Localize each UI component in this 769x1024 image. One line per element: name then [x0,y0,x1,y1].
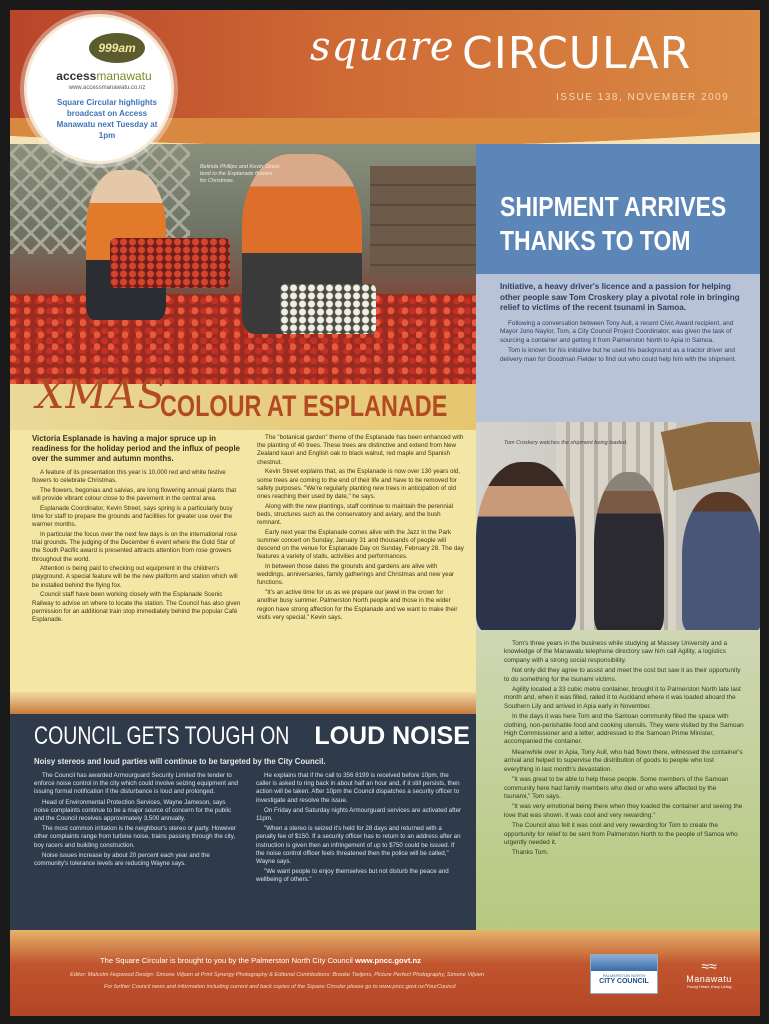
noise-paragraph: The most common irritation is the neighbour's stereo or party. However other complaints range from turbine noise, trains passing through the city, boy racers and building construction. [34,825,236,849]
shipment-paragraph: Not only did they agree to assist and meet the cost but saw it as their opportunity to do something for the tsunami victims. [504,667,741,683]
footer-credits: Editor: Malcolm Hopwood Design: Simone Viljoen at Print Synergy Photography & Editorial Contributions: Brooke Tietjens, Picture Perfect Photography, Simone Viljoen [70,972,485,978]
manawatu-tag: Young Heart, Easy Living [686,984,732,989]
shipment-continued [476,630,760,930]
manawatu-name: Manawatu [686,974,732,984]
badge-brand [49,69,159,83]
footer-main [100,956,580,965]
title-main: CIRCULAR [462,28,692,79]
wall [370,166,476,276]
photo-caption: Belinda Phillips and Kevin Street tend to the Esplanade flowers for Christmas. [200,164,280,184]
article-column [257,434,466,692]
shipment-paragraph: "It was great to be able to help these people. Some members of the Samoan community here had family members who died or who were affected by the tsunami," Tom says. [504,776,729,800]
xmas-paragraph: Esplanade Coordinator, Kevin Street, says spring is a particularly busy time for staff to prepare the grounds and facilities for greater use over the warmer months. [32,504,233,529]
esplanade-photo [10,144,476,384]
article-column [34,772,240,887]
noise-paragraph: On Friday and Saturday nights Armourguard services are activated after 11pm. [256,806,462,823]
noise-paragraph: The Council has awarded Armourguard Security Limited the tender to enforce noise control in the city which could involve seizing equipment and issuing formal notification if the disturbance is loud and prolonged. [34,772,238,796]
photo-caption: Tom Croskery watches the shipment being loaded. [504,440,628,446]
xmas-paragraph: Council staff have been working closely with the Esplanade Scenic Railway to advise on where to locate the station. The Council has also given permission for an additional train stop immediately behind the popular Café Esplanade. [32,591,241,623]
pncc-logo-big: CITY COUNCIL [599,978,649,985]
noise-title-bold: LOUD NOISE [314,722,470,750]
xmas-paragraph: "It's an active time for us as we prepare our jewel in the crown for another busy summer. Palmerston North people and those in the wider region have strong affection for the Esplanade and we want to make their visits very special," Kevin says. [257,589,458,621]
shipment-lead: Initiative, a heavy driver's licence and a passion for helping other people saw Tom Croskery play a pivotal role in bringing relief to victims of the recent tsunami in Samoa. [500,282,740,312]
xmas-header [10,372,476,430]
footer-url[interactable]: www.pncc.govt.nz [354,956,421,965]
noise-columns [34,772,462,887]
xmas-paragraph: Attention is being paid to checking out equipment in the children's playground. A special feature will be the new platform and station which will be installed behind the flying fox. [32,565,238,589]
shipment-header [476,144,760,274]
pncc-logo-small: PALMERSTON NORTH [602,973,646,978]
flower-tray-white [280,284,376,334]
shipment-photo [476,422,760,630]
person-tom [476,462,576,630]
shipment-paragraph: Agility located a 33 cubic metre container, brought it to Palmerston North late last month and, when it was filled, railed it to Auckland where it was loaded aboard the Southern Lily and arrived in Apia early in November. [504,686,741,710]
title-script: square [310,24,455,70]
newsletter-page [10,10,760,1016]
xmas-paragraph: In particular the focus over the next few days is on the international rose trial grounds. The judging of the December 6 event where the Gold Star of the South Pacific award is presented attracts attention from rose growers throughout the world. [32,530,238,563]
xmas-main-title: COLOUR AT ESPLANADE [160,390,448,423]
noise-article [10,714,476,930]
badge-brand-b: manawatu [96,69,152,83]
xmas-paragraph: Kevin Street explains that, as the Esplanade is now over 130 years old, some trees are coming to the end of their life and have to be removed for safety purposes. "We're regularly planting new trees in anticipation of old ones reaching their used by date," he says. [257,468,461,500]
person-loader [682,492,760,630]
shipment-paragraph: Tom is known for his initiative but he used his background as a tractor driver and delivery man for Goodman Fielder to find out who could help him with the shipment. [500,347,737,363]
shipment-paragraph: Following a conversation between Tony Aull, a recent Civic Award recipient, and Mayor Jono Naylor, Tom, a City Council Project Coordinator, was given the task of sourcing a container and getting it from Palmerston North to Apia in Samoa. [500,319,734,344]
access-manawatu-badge [24,14,174,164]
pncc-logo [590,954,658,994]
badge-brand-a: access [56,69,97,83]
person-loader [594,472,664,630]
footer-main-text: The Square Circular is brought to you by the Palmerston North City Council [100,956,353,965]
badge-text: Square Circular highlights broadcast on Access Manawatu next Tuesday at 1pm [56,98,158,140]
badge-url: www.accessmanawatu.co.nz [68,85,146,91]
article-column [32,434,241,692]
noise-paragraph: Noise issues increase by about 20 percent each year and the community's tolerance levels are reducing Wayne says. [34,851,210,868]
manawatu-mark-icon: ≈≈ [701,958,717,974]
shipment-paragraph: Tom's three years in the business while studying at Massey University and a knowledge of the Manawatu telephone directory saw him call Agility, a logistics company with a strong social responsibility. [504,640,728,664]
noise-title [34,722,470,751]
noise-divider [10,692,476,714]
xmas-paragraph: A feature of its presentation this year is 10,000 red and white festive flowers to celebrate Christmas. [32,469,226,485]
radio-logo: 999am [89,33,145,63]
crate [661,422,760,491]
noise-paragraph: He explains that if the call to 356 8199 is received before 10pm, the caller is asked to ring back in about half an hour and, if it still persists, then action will be taken. After 10pm the Council dispatches a security officer to investigate and resolve the issue. [256,772,460,804]
noise-paragraph: "We want people to enjoy themselves but not disturb the peace and wellbeing of others." [256,868,449,884]
shipment-paragraph: Thanks Tom. [512,849,549,857]
shipment-paragraph: The Council also felt it was cool and very rewarding for Tom to create the opportunity for relief to be sent from Palmerston North to the people of Samoa who urgently needed it. [504,822,738,846]
footer [10,930,760,1016]
issue-line: ISSUE 138, NOVEMBER 2009 [556,92,730,103]
xmas-paragraph: The flowers, begonias and salvias, are long flowering annual plants that will provide vibrant colour close to the pavement in the central area. [32,486,237,503]
noise-paragraph: Head of Environmental Protection Services, Wayne Jameson, says noise complaints continue to be a major source of concern for the public and the Council receives approximately 3,500 annually. [34,798,232,823]
shipment-intro [476,274,760,422]
xmas-paragraph: Along with the new plantings, staff continue to maintain the perennial beds, structures such as the conservatory and aviary, and the bush remnant. [257,502,454,527]
xmas-paragraph: In between those dates the grounds and gardens are alive with weddings, anniversaries, family gatherings and Christmas and new year functions. [257,563,455,587]
xmas-paragraph: Early next year the Esplanade comes alive with the Jazz In the Park summer concert on Sunday, January 31 and thousands of people will descend on the venue for Esplanade Day on Sunday, February 28. The day features a variety of stalls, activities and performances. [257,528,464,561]
shipment-title: SHIPMENT ARRIVES THANKS TO TOM [500,191,727,256]
xmas-article [10,430,476,692]
article-column [256,772,462,887]
manawatu-logo [674,958,744,989]
noise-lead: Noisy stereos and loud parties will continue to be targeted by the City Council. [34,757,326,766]
footer-more: For further Council news and information including current and back copies of the Square Circular please go to www.pncc.govt.nz/YourCouncil [104,984,456,990]
shipment-paragraph: In the days it was here Tom and the Samoan community filled the space with clothing, non-perishable food and cooking utensils. They were visited by the Samoan High Commissioner and a letter, addressed to the Samoan Prime Minister, accompanied the container. [504,713,744,746]
pncc-logo-mark [591,955,657,971]
flower-tray-red [110,238,230,288]
xmas-paragraph: The "botanical garden" theme of the Esplanade has been enhanced with the planting of 40 trees. These trees are distinctive and extend from New Zealand kauri and English oak to black walnut, red maple and Spanish chestnut. [257,434,464,466]
noise-paragraph: "When a stereo is seized it's held for 28 days and returned with a penalty fee of $150. If a security officer has to return to an address after an instruction is given then an infringement of up to $750 could be issued. If the noise control officer feels threatened then the police will be called," Wayne says. [256,825,461,866]
shipment-paragraph: "It was very emotional being there when they loaded the container and seeing the love that was shown. It was cool and very rewarding." [504,803,743,819]
xmas-script-title: XMAS [36,372,166,418]
xmas-lead: Victoria Esplanade is having a major spruce up in readiness for the holiday period and the influx of people over the summer and autumn months. [32,434,240,463]
shipment-paragraph: Meanwhile over in Apia, Tony Aull, who had flown there, witnessed the container's arrival and helped to supervise the distribution of goods to people who lost everything in last month's devastation. [504,748,743,773]
noise-title-light: COUNCIL GETS TOUGH ON [34,722,290,750]
